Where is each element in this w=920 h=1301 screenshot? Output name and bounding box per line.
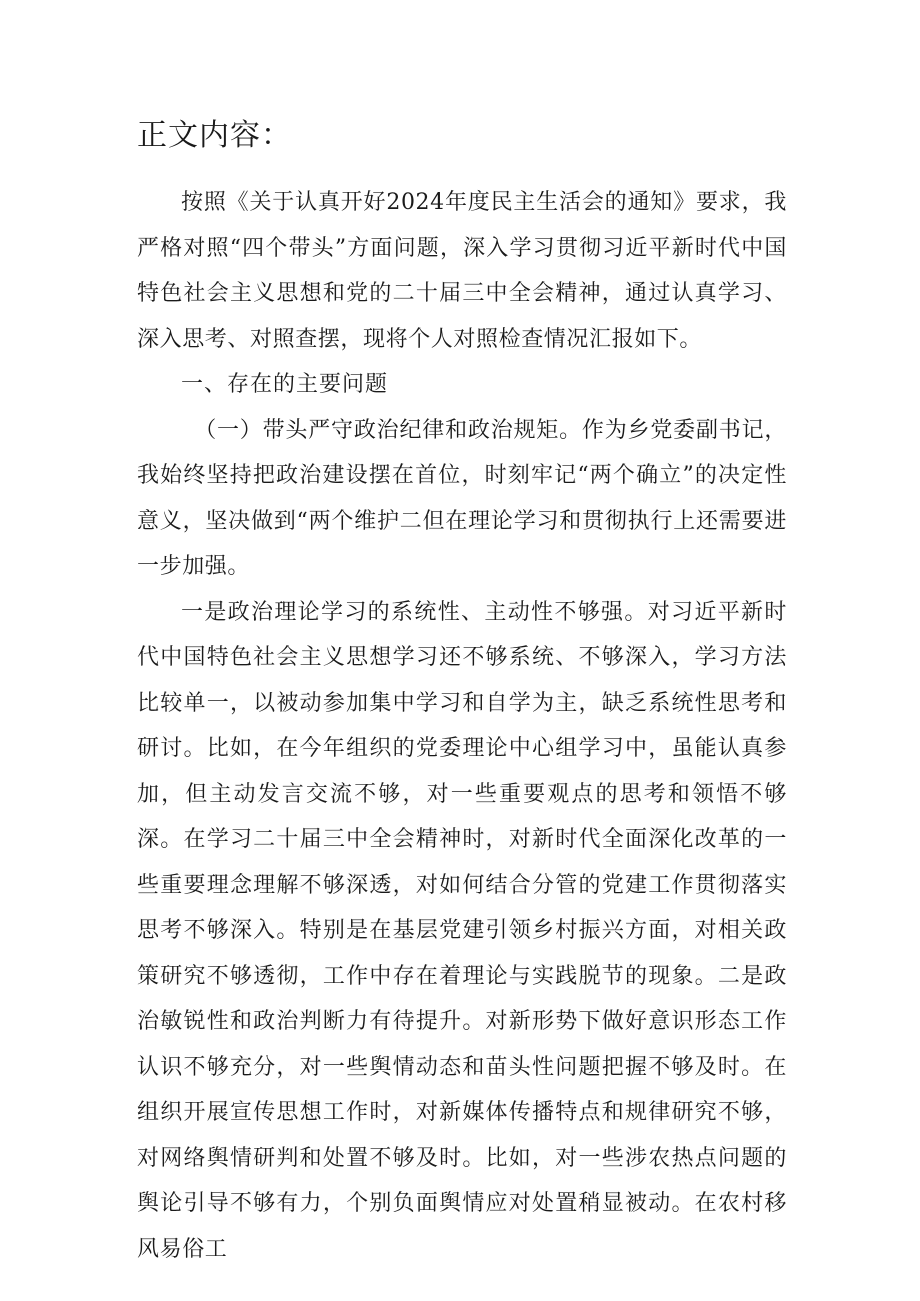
subsection-paragraph: （一）带头严守政治纪律和政治规矩。作为乡党委副书记，我始终坚持把政治建设摆在首位，时刻牢记“两个确立”的决定性意义，坚决做到“两个维护二但在理论学习和贯彻执行上还需要进一步加强。 [137,417,787,579]
body-paragraph: 一是政治理论学习的系统性、主动性不够强。对习近平新时代中国特色社会主义思想学习还不够系统、不够深入，学习方法比较单一，以被动参加集中学习和自学为主，缺乏系统性思考和研讨。比如，在今年组织的党委理论中心组学习中，虽能认真参加，但主动发言交流不够，对一些重要观点的思考和领悟不够深。在学习二十届三中全会精神时，对新时代全面深化改革的一些重要理念理解不够深透，对如何结合分管的党建工作贯彻落实思考不够深入。特别是在基层党建引领乡村振兴方面，对相关政策研究不够透彻，工作中存在着理论与实践脱节的现象。二是政治敏锐性和政治判断力有待提升。对新形势下做好意识形态工作认识不够充分，对一些舆情动态和苗头性问题把握不够及时。在组织开展宣传思想工作时，对新媒体传播特点和规律研究不够，对网络舆情研判和处置不够及时。比如，对一些涉农热点问题的舆论引导不够有力，个别负面舆情应对处置稍显被动。在农村移风易俗工 [137,599,787,1262]
document-body [137,180,787,1272]
section-heading: 一、存在的主要问题 [181,372,389,397]
intro-paragraph: 按照《关于认真开好2024年度民主生活会的通知》要求，我严格对照“四个带头”方面问题，深入学习贯彻习近平新时代中国特色社会主义思想和党的二十届三中全会精神，通过认真学习、深入思考、对照查摆，现将个人对照检查情况汇报如下。 [137,190,787,352]
page-heading: 正文内容： [137,118,292,153]
